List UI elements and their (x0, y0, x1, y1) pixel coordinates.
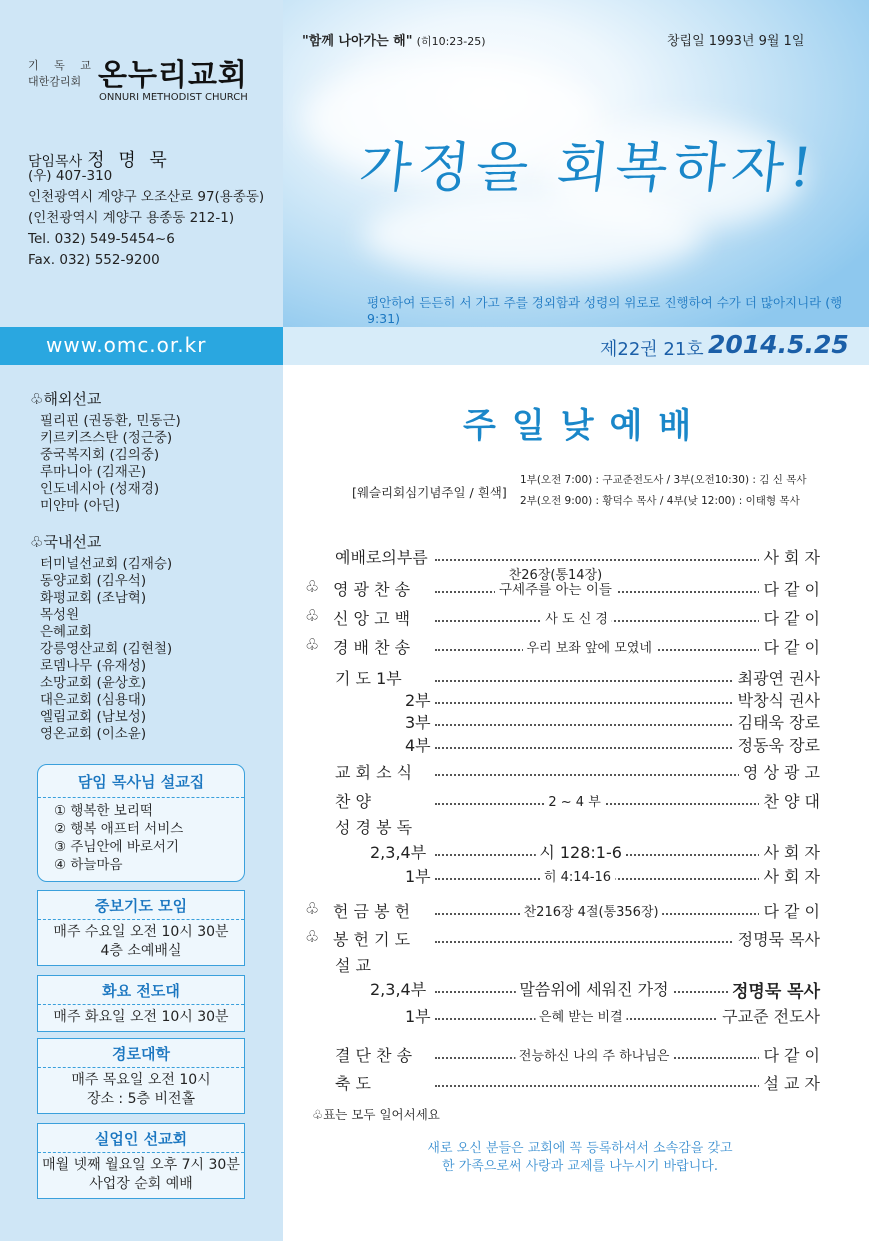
mission-item: 목성원 (40, 607, 80, 623)
order-row (305, 1071, 820, 1095)
box-line: 매주 목요일 오전 10시 (71, 1072, 211, 1088)
motto-ref: (히10:23-25) (416, 35, 486, 48)
mission-item: 중국복지회 (김의중) (40, 447, 160, 463)
standing-clover-icon: ♧ (305, 927, 320, 946)
mission-item: 루마니아 (김재곤) (40, 464, 147, 480)
founded-date: 창립일 1993년 9월 1일 (667, 34, 805, 49)
order-row (305, 635, 820, 659)
denomination-line1: 기 독 교 (28, 59, 97, 72)
order-label: 2,3,4부 (370, 980, 427, 999)
order-detail: 전능하신 나의 주 하나님은 (515, 1045, 674, 1064)
sermon-series-title: 담임 목사님 설교집 (38, 765, 244, 798)
standing-clover-icon: ♧ (305, 899, 320, 918)
sermon-item: ④ 하늘마음 (54, 857, 123, 873)
mission-item: 소망교회 (윤상호) (40, 675, 147, 691)
order-leader: 김태욱 장로 (734, 710, 820, 733)
order-label: 교 회 소 식 (335, 763, 413, 782)
order-leader: 사 회 자 (759, 545, 820, 568)
church-url[interactable]: www.omc.or.kr (46, 333, 207, 357)
intercession-box (37, 890, 245, 966)
box-line: 장소 : 5층 비전홀 (86, 1091, 196, 1107)
order-leader: 최광연 권사 (734, 666, 820, 689)
order-detail: 우리 보좌 앞에 모였네 (522, 637, 655, 656)
order-row (305, 1043, 820, 1067)
mission-item: 로뎀나무 (유재성) (40, 658, 147, 674)
motto-quote: "함께 나아가는 해" (302, 34, 413, 49)
order-detail: 찬216장 4절(통356장) (520, 901, 663, 920)
box-title: 화요 전도대 (38, 976, 244, 1005)
order-row (305, 568, 820, 601)
standing-clover-icon: ♧ (305, 635, 320, 654)
order-leader: 사 회 자 (759, 840, 820, 863)
order-label: 2,3,4부 (370, 843, 427, 862)
standing-note: ♧표는 모두 일어서세요 (312, 1107, 440, 1122)
order-label: 축 도 (335, 1074, 371, 1093)
order-row (305, 815, 820, 839)
theme-verse: 평안하여 든든히 서 가고 주를 경외함과 성령의 위로로 진행하여 수가 더 많아지니라 (행9:31) (367, 295, 843, 326)
order-leader: 사 회 자 (759, 864, 820, 887)
box-title: 중보기도 모임 (38, 891, 244, 920)
order-label: 3부 (405, 713, 431, 732)
mission-item: 은혜교회 (40, 624, 93, 640)
mission-item: 영온교회 (이소윤) (40, 726, 147, 742)
clover-icon: ♧ (312, 1107, 324, 1122)
church-name: 온누리교회 (98, 58, 248, 93)
order-row (305, 606, 820, 630)
order-leader: 정명묵 목사 (734, 927, 820, 950)
sermon-item: ③ 주님안에 바로서기 (54, 839, 180, 855)
order-row (305, 840, 820, 864)
welcome-line: 새로 오신 분들은 교회에 꼭 등록하셔서 소속감을 갖고 (427, 1141, 733, 1156)
church-name-en: ONNURI METHODIST CHURCH (99, 92, 248, 103)
sermon-item: ① 행복한 보리떡 (54, 803, 153, 819)
mission-item: 인도네시아 (성재경) (40, 481, 160, 497)
welcome-line: 한 가족으로써 사랑과 교제를 나누시기 바랍니다. (442, 1159, 718, 1174)
order-label: 설 교 (335, 956, 371, 975)
standing-clover-icon: ♧ (305, 606, 320, 625)
order-detail: 2 ~ 4 부 (544, 791, 604, 810)
order-label: 영 광 찬 송 (333, 580, 411, 599)
order-row (305, 899, 820, 923)
annual-motto (302, 30, 486, 49)
order-row (305, 1004, 820, 1028)
services-line2: 2부(오전 9:00) : 황덕수 목사 / 4부(낮 12:00) : 이태형 목사 (520, 495, 800, 507)
address-line: (인천광역시 계양구 용종동 212-1) (28, 210, 235, 226)
mission-item: 대은교회 (심용대) (40, 692, 147, 708)
order-leader: 다 같 이 (759, 577, 820, 600)
evangelism-box (37, 975, 245, 1032)
issue-date: 2014.5.25 (708, 330, 849, 359)
phone-line: Tel. 032) 549-5454~6 (28, 231, 175, 247)
sermon-series-box (37, 764, 245, 882)
box-line: 4층 소예배실 (100, 943, 182, 959)
clover-icon: ♧ (30, 533, 44, 551)
order-detail (495, 569, 616, 597)
worship-title: 주일낮예배 (463, 406, 708, 446)
order-leader: 다 같 이 (759, 899, 820, 922)
pastor-label: 담임목사 (28, 154, 83, 170)
address-line: (우) 407-310 (28, 168, 113, 184)
order-label: 2부 (405, 691, 431, 710)
order-leader: 다 같 이 (759, 635, 820, 658)
order-label: 신 앙 고 백 (333, 609, 411, 628)
order-leader: 구교준 전도사 (718, 1004, 820, 1027)
order-detail: 은혜 받는 비결 (535, 1006, 627, 1025)
order-detail: 사 도 신 경 (541, 608, 612, 627)
order-row (305, 733, 820, 757)
overseas-missions (30, 388, 181, 515)
standing-clover-icon: ♧ (305, 577, 320, 596)
box-line: 사업장 순회 예배 (89, 1176, 193, 1192)
order-detail: 히 4:14-16 (540, 866, 615, 885)
services-line1: 1부(오전 7:00) : 구교준전도사 / 3부(오전10:30) : 김 신 목사 (520, 474, 807, 486)
order-label: 성 경 봉 독 (335, 818, 413, 837)
order-label: 4부 (405, 736, 431, 755)
clover-icon: ♧ (30, 390, 44, 408)
order-label: 예배로의부름 (335, 548, 428, 567)
domestic-missions (30, 531, 172, 743)
mission-item: 화평교회 (조남혁) (40, 590, 147, 606)
order-row (305, 864, 820, 888)
mission-item: 미얀마 (아딘) (40, 498, 121, 514)
order-row (305, 789, 820, 813)
mission-item: 엘림교회 (남보성) (40, 709, 147, 725)
order-leader: 박창식 권사 (734, 688, 820, 711)
order-leader: 정동욱 장로 (734, 733, 820, 756)
box-line: 매주 수요일 오전 10시 30분 (53, 924, 229, 940)
order-label: 봉 헌 기 도 (333, 930, 411, 949)
order-row (305, 710, 820, 734)
order-leader: 정명묵 목사 (728, 977, 820, 1002)
mission-item: 터미널선교회 (김재승) (40, 556, 173, 572)
issue-number: 제22권 21호 (600, 339, 704, 360)
order-row (305, 977, 820, 1001)
order-row (305, 927, 820, 951)
order-label: 1부 (405, 1007, 431, 1026)
business-mission-box (37, 1123, 245, 1199)
worship-occasion: [웨슬리회심기념주일 / 흰색] (352, 485, 507, 500)
order-row (305, 953, 820, 977)
overseas-heading: ♧해외선교 (30, 390, 102, 408)
mission-item: 강릉영산교회 (김현철) (40, 641, 173, 657)
senior-college-box (37, 1038, 245, 1114)
welcome-message (300, 1140, 860, 1176)
mission-item: 동양교회 (김우석) (40, 573, 147, 589)
order-row (305, 545, 820, 569)
order-detail: 말씀위에 세워진 가정 (515, 977, 672, 1000)
pastor-name: 정 명 묵 (87, 150, 171, 171)
order-label: 1부 (405, 867, 431, 886)
order-leader: 찬 양 대 (759, 789, 820, 812)
mission-item: 필리핀 (권동환, 민동근) (40, 413, 181, 429)
domestic-heading: ♧국내선교 (30, 533, 102, 551)
order-leader: 설 교 자 (759, 1071, 820, 1094)
church-address (28, 166, 264, 271)
hymn-title: 구세주를 아는 이들 (499, 582, 612, 598)
box-title: 실업인 선교회 (38, 1124, 244, 1153)
main-title: 가정을 회복하자! (356, 136, 821, 199)
fax-line: Fax. 032) 552-9200 (28, 252, 160, 268)
order-leader: 다 같 이 (759, 606, 820, 629)
hymn-number: 찬26장(통14장) (508, 568, 603, 583)
order-leader: 영 상 광 고 (739, 760, 820, 783)
order-leader: 다 같 이 (759, 1043, 820, 1066)
sermon-item: ② 행복 애프터 서비스 (54, 821, 184, 837)
order-label: 찬 양 (335, 792, 371, 811)
order-detail: 시 128:1-6 (535, 840, 626, 863)
order-label: 기 도 1부 (335, 669, 402, 688)
order-label: 헌 금 봉 헌 (333, 902, 411, 921)
mission-item: 키르키즈스탄 (정근중) (40, 430, 173, 446)
order-row (305, 760, 820, 784)
denomination-line2: 대한감리회 (28, 75, 82, 88)
box-line: 매월 넷째 월요일 오후 7시 30분 (42, 1157, 240, 1173)
order-label: 결 단 찬 송 (335, 1046, 413, 1065)
box-title: 경로대학 (38, 1039, 244, 1068)
order-row (305, 666, 820, 690)
box-line: 매주 화요일 오전 10시 30분 (53, 1009, 229, 1025)
address-line: 인천광역시 계양구 오조산로 97(용종동) (28, 189, 265, 205)
order-label: 경 배 찬 송 (333, 638, 411, 657)
order-row (305, 688, 820, 712)
